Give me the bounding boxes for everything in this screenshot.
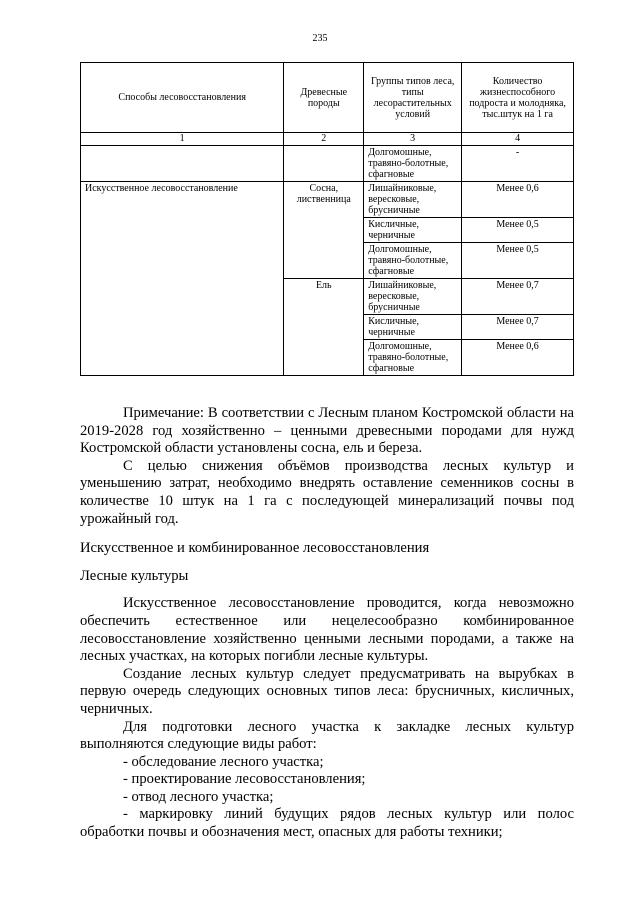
header-species: Древесные породы	[284, 63, 364, 133]
header-method: Способы лесовосстановления	[81, 63, 284, 133]
header-quantity: Количество жизнеспособного подроста и молодняка, тыс.штук на 1 га	[462, 63, 574, 133]
list-item: - проектирование лесовосстановления;	[123, 771, 366, 788]
forest-type-cell: Лишайниковые, вересковые, брусничные	[364, 182, 462, 218]
quantity-cell: Менее 0,6	[462, 340, 574, 376]
forest-type-cell: Кисличные, черничные	[364, 218, 462, 243]
quantity-cell: Менее 0,7	[462, 279, 574, 315]
forest-type-cell: Кисличные, черничные	[364, 315, 462, 340]
column-number-row	[81, 133, 574, 146]
column-number: 3	[364, 133, 462, 146]
table-row	[81, 146, 574, 182]
note-paragraph: Примечание: В соответствии с Лесным планом Костромской области на 2019-2028 год хозяйственно – ценными древесными породами для нужд Костромской области установлены сосна, ель и береза.	[80, 405, 574, 457]
quantity-cell: Менее 0,5	[462, 243, 574, 279]
subsection-heading: Лесные культуры	[80, 567, 189, 584]
forest-type-cell: Долгомошные, травяно-болотные, сфагновые	[364, 243, 462, 279]
quantity-cell: Менее 0,7	[462, 315, 574, 340]
list-item: - обследование лесного участка;	[123, 753, 324, 770]
species-cell: Сосна, лиственница	[284, 182, 364, 279]
list-item: - отвод лесного участка;	[123, 788, 274, 805]
forest-type-cell: Долгомошные, травяно-болотные, сфагновые	[364, 146, 462, 182]
method-cell	[81, 146, 284, 182]
quantity-cell: Менее 0,5	[462, 218, 574, 243]
species-cell	[284, 146, 364, 182]
column-number: 2	[284, 133, 364, 146]
body-text	[80, 405, 574, 842]
quantity-cell: Менее 0,6	[462, 182, 574, 218]
reforestation-table	[80, 62, 574, 376]
species-cell: Ель	[284, 279, 364, 376]
list-item: - маркировку линий будущих рядов лесных культур или полос обработки почвы и обозначения мест, опасных для работы техники;	[80, 806, 574, 841]
table-header-row	[81, 63, 574, 133]
header-forest-type: Группы типов леса, типы лесорастительных условий	[364, 63, 462, 133]
forest-type-cell: Лишайниковые, вересковые, брусничные	[364, 279, 462, 315]
column-number: 4	[462, 133, 574, 146]
forest-type-cell: Долгомошные, травяно-болотные, сфагновые	[364, 340, 462, 376]
column-number: 1	[81, 133, 284, 146]
paragraph: Создание лесных культур следует предусматривать на вырубках в первую очередь следующих основных типов леса: брусничных, кисличных, черничных.	[80, 665, 574, 717]
paragraph: Для подготовки лесного участка к закладке лесных культур выполняются следующие виды работ:	[80, 718, 574, 753]
method-cell: Искусственное лесовосстановление	[81, 182, 284, 376]
section-heading: Искусственное и комбинированное лесовосстановления	[80, 540, 430, 557]
quantity-cell: -	[462, 146, 574, 182]
seed-paragraph: С целью снижения объёмов производства лесных культур и уменьшению затрат, необходимо внедрять оставление семенников сосны в количестве 10 штук на 1 га с последующей минерализаций почвы под урожайный год.	[80, 457, 574, 527]
table-row	[81, 182, 574, 218]
paragraph: Искусственное лесовосстановление проводится, когда невозможно обеспечить естественное или нецелесообразно комбинированное лесовосстановление хозяйственно ценными лесными породами, а также на лесных участках, на которых погибли лесные культуры.	[80, 595, 574, 665]
page-number: 235	[312, 33, 328, 44]
